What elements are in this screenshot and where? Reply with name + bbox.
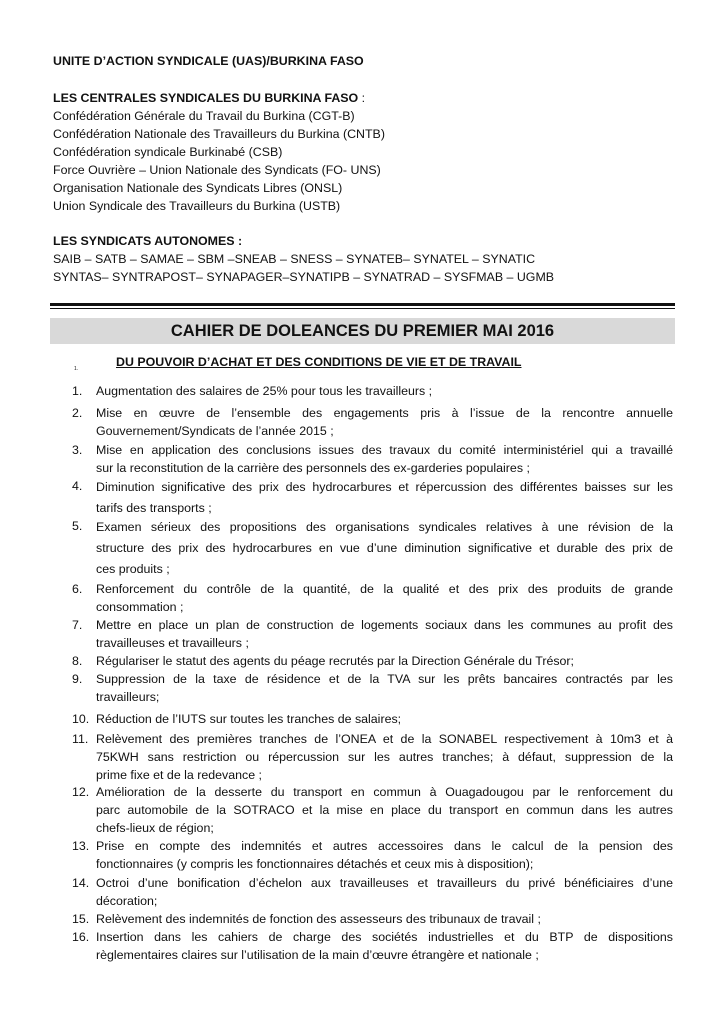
- list-item-text: [96, 710, 673, 728]
- list-item-line: règlementaires claires sur l’utilisation de la main d’œuvre étrangère et nationale ;: [96, 948, 539, 962]
- centrale-item: Confédération Générale du Travail du Burkina (CGT-B): [53, 109, 355, 123]
- list-item-line: 75KWH sans restriction ou répercussion sur les autres tranches; à défaut, suppression de la: [96, 750, 673, 764]
- list-item-line: Insertion dans les cahiers de charge des sociétés industrielles et du BTP de dispositions: [96, 930, 673, 944]
- list-item-number: 15.: [72, 912, 90, 926]
- list-item-number: 12.: [72, 785, 90, 799]
- centrales-heading: LES CENTRALES SYNDICALES DU BURKINA FASO: [53, 91, 359, 105]
- list-item-line: Renforcement du contrôle de la quantité, de la qualité et des prix des produits de grande: [96, 582, 673, 596]
- list-item-line: Suppression de la taxe de résidence et de la TVA sur les prêts bancaires contractés par les: [96, 672, 673, 686]
- list-item-number: 5.: [72, 519, 83, 533]
- divider-thin: [50, 308, 675, 309]
- list-item-line: travailleurs;: [96, 690, 160, 704]
- list-item-number: 11.: [72, 732, 89, 746]
- list-item-line: décoration;: [96, 894, 158, 908]
- document-header-title: UNITE D’ACTION SYNDICALE (UAS)/BURKINA FASO: [53, 54, 364, 68]
- section-bullet: 1.: [74, 366, 79, 372]
- centrales-block: [53, 89, 385, 215]
- list-item-number: 7.: [72, 618, 83, 632]
- list-item-text: [96, 670, 673, 706]
- list-item-number: 6.: [72, 582, 83, 596]
- autonomes-block: [53, 232, 554, 286]
- centrale-item: Confédération syndicale Burkinabé (CSB): [53, 145, 283, 159]
- list-item-line: Octroi d’une bonification d’échelon aux travailleuses et travailleurs du privé bénéficiaires d’une: [96, 876, 673, 890]
- list-item-number: 16.: [72, 930, 90, 944]
- list-item-text: [96, 477, 673, 519]
- list-item-text: [96, 837, 673, 873]
- centrale-item: Organisation Nationale des Syndicats Libres (ONSL): [53, 181, 343, 195]
- list-item-line: sur la reconstitution de la carrière des personnels des ex-garderies populaires ;: [96, 461, 530, 475]
- list-item-text: [96, 580, 673, 616]
- list-item-line: Réduction de l’IUTS sur toutes les tranches de salaires;: [96, 712, 402, 726]
- list-item-number: 10.: [72, 712, 90, 726]
- centrale-item: Force Ouvrière – Union Nationale des Syndicats (FO- UNS): [53, 163, 381, 177]
- section-title: DU POUVOIR D’ACHAT ET DES CONDITIONS DE VIE ET DE TRAVAIL: [116, 355, 522, 369]
- list-item-line: Relèvement des indemnités de fonction des assesseurs des tribunaux de travail ;: [96, 912, 541, 926]
- list-item-line: prime fixe et de la redevance ;: [96, 768, 262, 782]
- list-item-line: Prise en compte des indemnités et autres accessoires dans le calcul de la pension des: [96, 839, 673, 853]
- list-item-line: fonctionnaires (y compris les fonctionnaires détachés et ceux mis à disposition);: [96, 857, 534, 871]
- list-item-number: 9.: [72, 672, 83, 686]
- centrales-heading-line: [53, 89, 385, 107]
- centrale-item: Union Syndicale des Travailleurs du Burkina (USTB): [53, 199, 341, 213]
- list-item-number: 1.: [72, 384, 83, 398]
- banner-title: CAHIER DE DOLEANCES DU PREMIER MAI 2016: [50, 318, 675, 344]
- list-item-line: ces produits ;: [96, 562, 170, 576]
- list-item-text: [96, 783, 673, 837]
- list-item-number: 4.: [72, 479, 83, 493]
- list-item-text: [96, 404, 673, 440]
- list-item-number: 8.: [72, 654, 83, 668]
- list-item-line: Régulariser le statut des agents du péage recrutés par la Direction Générale du Trésor;: [96, 654, 574, 668]
- list-item-text: [96, 652, 673, 670]
- list-item-line: Amélioration de la desserte du transport en commun à Ouagadougou par le renforcement du: [96, 785, 673, 799]
- list-item-line: tarifs des transports ;: [96, 501, 212, 515]
- list-item-number: 13.: [72, 839, 90, 853]
- list-item-text: [96, 928, 673, 964]
- list-item-number: 3.: [72, 443, 83, 457]
- list-item-number: 2.: [72, 406, 83, 420]
- list-item-line: Gouvernement/Syndicats de l’année 2015 ;: [96, 424, 334, 438]
- list-item-line: chefs-lieux de région;: [96, 821, 214, 835]
- centrale-item: Confédération Nationale des Travailleurs du Burkina (CNTB): [53, 127, 385, 141]
- list-item-line: Relèvement des premières tranches de l’ONEA et de la SONABEL respectivement à 10m3 et à: [96, 732, 673, 746]
- divider-thick: [50, 303, 675, 306]
- list-item-line: Augmentation des salaires de 25% pour tous les travailleurs ;: [96, 384, 433, 398]
- list-item-line: Examen sérieux des propositions des organisations syndicales relatives à une révision de la: [96, 520, 673, 534]
- list-item-text: [96, 910, 673, 928]
- list-item-line: Mise en application des conclusions issues des travaux du comité interministériel qui a travaillé: [96, 443, 673, 457]
- list-item-number: 14.: [72, 876, 90, 890]
- list-item-line: parc automobile de la SOTRACO et la mise en place du transport en commun dans les autres: [96, 803, 673, 817]
- list-item-text: [96, 874, 673, 910]
- list-item-line: Diminution significative des prix des hydrocarbures et répercussion des différentes baisses sur les: [96, 480, 673, 494]
- autonomes-heading: LES SYNDICATS AUTONOMES :: [53, 234, 243, 248]
- list-item-text: [96, 441, 673, 477]
- list-item-text: [96, 517, 673, 580]
- list-item-text: [96, 616, 673, 652]
- list-item-line: Mettre en place un plan de construction de logements sociaux dans les communes au profit des: [96, 618, 673, 632]
- list-item-text: [96, 382, 673, 400]
- list-item-line: structure des prix des hydrocarbures en vue d’une diminution significative et durable des prix de: [96, 541, 673, 555]
- autonome-line: SYNTAS– SYNTRAPOST– SYNAPAGER–SYNATIPB – SYNATRAD – SYSFMAB – UGMB: [53, 270, 555, 284]
- list-item-line: consommation ;: [96, 600, 184, 614]
- list-item-text: [96, 730, 673, 784]
- autonome-line: SAIB – SATB – SAMAE – SBM –SNEAB – SNESS – SYNATEB– SYNATEL – SYNATIC: [53, 252, 536, 266]
- list-item-line: Mise en œuvre de l’ensemble des engagements pris à l’issue de la rencontre annuelle: [96, 406, 673, 420]
- list-item-line: travailleuses et travailleurs ;: [96, 636, 249, 650]
- centrales-heading-suffix: :: [358, 91, 366, 105]
